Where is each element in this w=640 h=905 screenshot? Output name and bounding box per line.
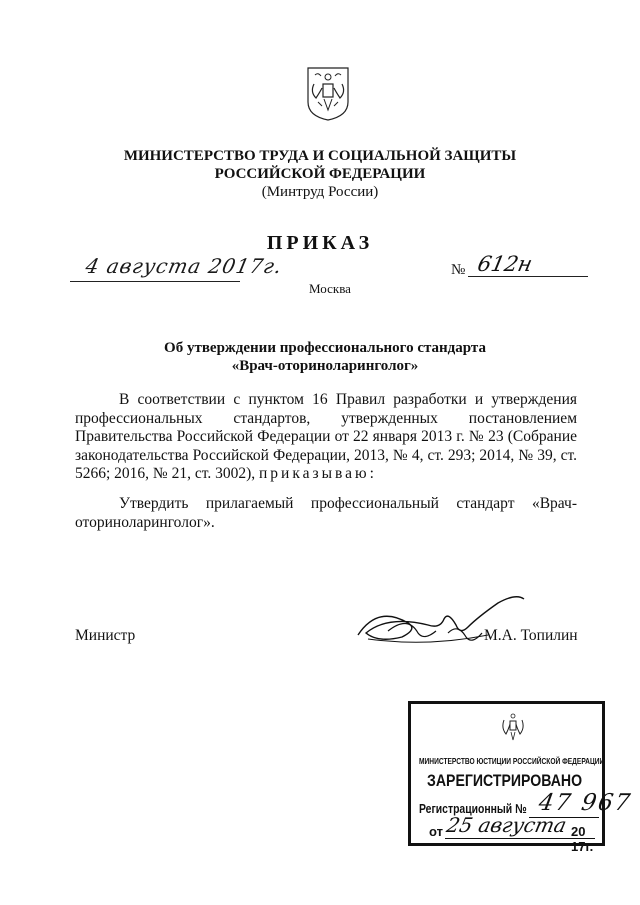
coat-of-arms-icon <box>304 62 352 122</box>
order-date-handwritten: 4 августа 2017г. <box>83 254 285 278</box>
ministry-short-name: (Минтруд России) <box>261 184 379 200</box>
order-title: ПРИКАЗ <box>266 232 374 254</box>
number-underline <box>468 276 588 277</box>
paragraph-1-text: В соответствии с пунктом 16 Правил разработки и утверждения профессиональных стандартов, утвержденных постановлением Правительства Российской Федерации от 22 января 2013 г. № 23 (Собрание законодательства Российской Федерации, 2013, № 4, ст. 293; 2014, № 39, ст. 5266; 2016, № 21, ст. 3002), <box>75 391 577 482</box>
stamp-date-handwritten: 25 августа <box>444 813 569 837</box>
signatory-name: М.А. Топилин <box>484 627 578 644</box>
ministry-name-line2: РОССИЙСКОЙ ФЕДЕРАЦИИ <box>214 166 426 182</box>
order-city: Москва <box>309 281 351 296</box>
subject-line2: «Врач-оториноларинголог» <box>231 358 419 374</box>
order-subject <box>0 339 640 375</box>
stamp-emblem-icon <box>499 710 527 746</box>
ministry-header <box>0 147 640 201</box>
stamp-ministry-name: МИНИСТЕРСТВО ЮСТИЦИИ РОССИЙСКОЙ ФЕДЕРАЦИИ <box>419 756 605 766</box>
registration-stamp <box>408 701 634 854</box>
stamp-year: 20 17г. <box>571 824 594 854</box>
order-number-label: № <box>451 262 466 278</box>
stamp-date-label: от <box>429 824 443 839</box>
order-word: приказываю: <box>259 465 377 482</box>
stamp-number-handwritten: 47 967 <box>536 790 634 816</box>
stamp-number-label: Регистрационный № <box>419 801 527 816</box>
ministry-name-line1: МИНИСТЕРСТВО ТРУДА И СОЦИАЛЬНОЙ ЗАЩИТЫ <box>123 148 517 164</box>
subject-line1: Об утверждении профессионального стандарта <box>164 340 486 356</box>
order-number-handwritten: 612н <box>475 252 535 276</box>
body-paragraph-2: Утвердить прилагаемый профессиональный стандарт «Врач-оториноларинголог». <box>75 495 577 531</box>
signatory-position: Министр <box>75 627 136 644</box>
stamp-status: ЗАРЕГИСТРИРОВАНО <box>427 771 583 790</box>
signature-icon <box>348 585 528 660</box>
body-paragraph-1 <box>75 391 577 484</box>
